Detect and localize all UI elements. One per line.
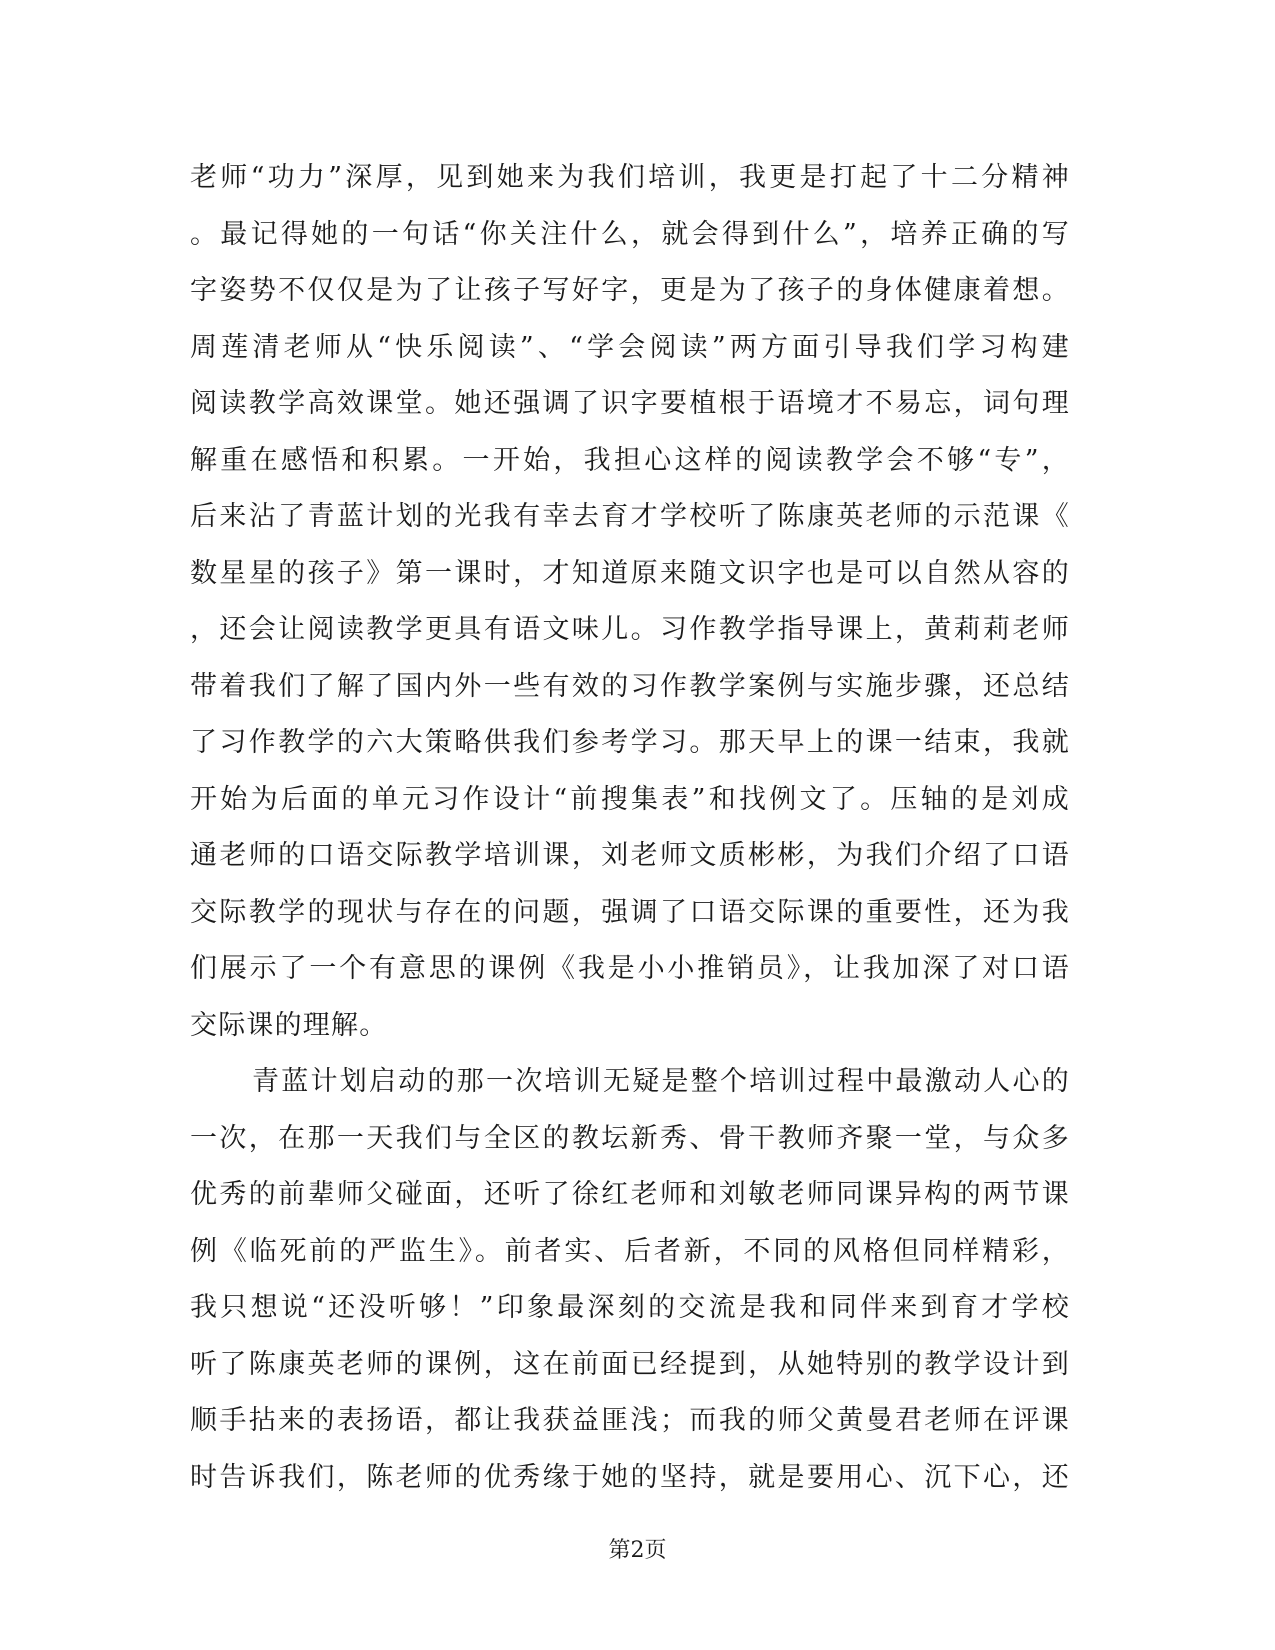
text-line: ，还会让阅读教学更具有语文味儿。习作教学指导课上，黄莉莉老师	[190, 614, 1070, 645]
text-line: 们展示了一个有意思的课例《我是小小推销员》，让我加深了对口语	[190, 953, 1070, 984]
text-line: 。最记得她的一句话“你关注什么，就会得到什么”，培养正确的写	[190, 218, 1070, 250]
body-text	[190, 150, 1070, 1506]
text-line: 数星星的孩子》第一课时，才知道原来随文识字也是可以自然从容的	[190, 557, 1070, 589]
text-line: 青蓝计划启动的那一次培训无疑是整个培训过程中最激动人心的	[252, 1066, 1070, 1097]
text-line: 例《临死前的严监生》。前者实、后者新，不同的风格但同样精彩，	[190, 1235, 1070, 1267]
paragraph-1	[190, 150, 1070, 1054]
text-line: 老师“功力”深厚，见到她来为我们培训，我更是打起了十二分精神	[190, 162, 1070, 193]
text-line: 一次，在那一天我们与全区的教坛新秀、骨干教师齐聚一堂，与众多	[190, 1122, 1070, 1154]
text-line: 交际课的理解。	[190, 1009, 388, 1041]
text-line: 我只想说“还没听够！”印象最深刻的交流是我和同伴来到育才学校	[190, 1292, 1070, 1323]
text-line: 通老师的口语交际教学培训课，刘老师文质彬彬，为我们介绍了口语	[190, 840, 1070, 871]
text-line: 优秀的前辈师父碰面，还听了徐红老师和刘敏老师同课异构的两节课	[190, 1179, 1070, 1210]
text-line: 周莲清老师从“快乐阅读”、“学会阅读”两方面引导我们学习构建	[190, 331, 1070, 363]
text-line: 字姿势不仅仅是为了让孩子写好字，更是为了孩子的身体健康着想。	[190, 275, 1070, 306]
text-line: 阅读教学高效课堂。她还强调了识字要植根于语境才不易忘，词句理	[190, 388, 1070, 419]
page-number: 第2页	[608, 1538, 667, 1563]
text-line: 了习作教学的六大策略供我们参考学习。那天早上的课一结束，我就	[190, 727, 1070, 758]
text-line: 开始为后面的单元习作设计“前搜集表”和找例文了。压轴的是刘成	[190, 783, 1070, 815]
text-line: 时告诉我们，陈老师的优秀缘于她的坚持，就是要用心、沉下心，还	[190, 1461, 1070, 1493]
paragraph-2	[190, 1054, 1070, 1506]
text-line: 交际教学的现状与存在的问题，强调了口语交际课的重要性，还为我	[190, 896, 1070, 928]
text-line: 听了陈康英老师的课例，这在前面已经提到，从她特别的教学设计到	[190, 1348, 1070, 1380]
text-line: 顺手拈来的表扬语，都让我获益匪浅；而我的师父黄曼君老师在评课	[190, 1405, 1070, 1436]
text-line: 解重在感悟和积累。一开始，我担心这样的阅读教学会不够“专”，	[190, 444, 1070, 476]
text-line: 带着我们了解了国内外一些有效的习作教学案例与实施步骤，还总结	[190, 670, 1070, 702]
text-line: 后来沾了青蓝计划的光我有幸去育才学校听了陈康英老师的示范课《	[190, 501, 1070, 532]
